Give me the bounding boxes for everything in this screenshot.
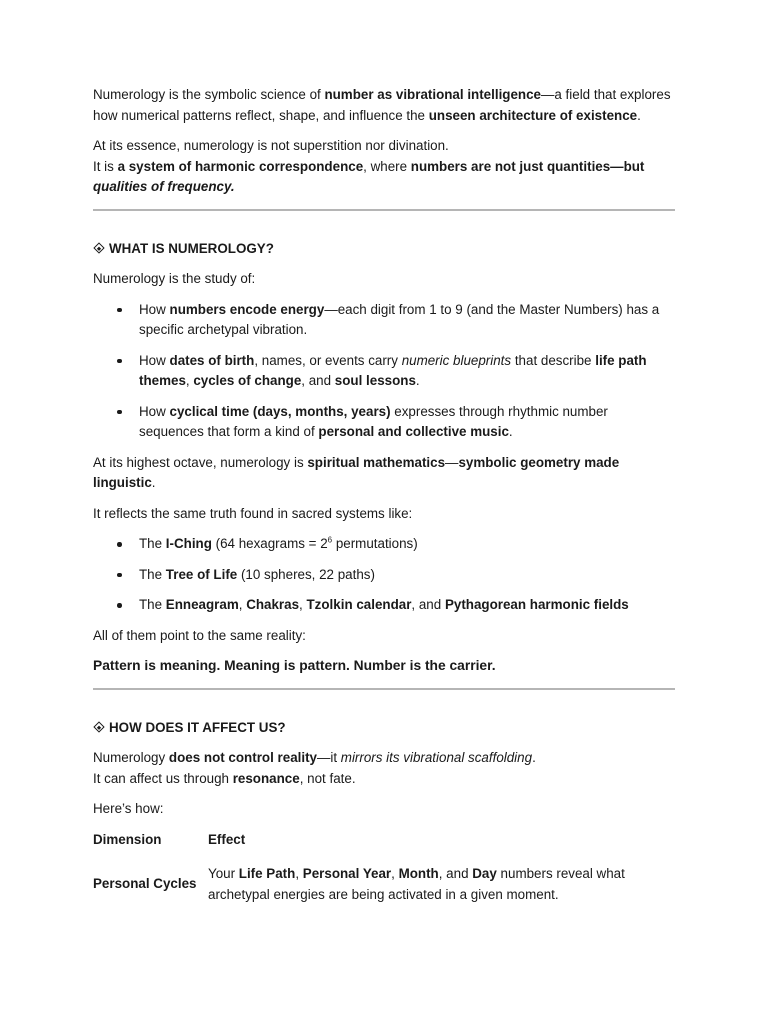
howto-paragraph: Here’s how:	[93, 801, 164, 816]
bold-text: I-Ching	[165, 536, 212, 551]
bold-text: spiritual mathematics	[307, 454, 446, 470]
text: —a field that explores how numerical patterns reflect, shape, and influence the	[93, 87, 671, 123]
bold-italic-text: qualities of frequency.	[93, 179, 235, 194]
text: (10 spheres, 22 paths)	[237, 566, 375, 582]
text: (64 hexagrams = 2	[211, 536, 328, 551]
list-item	[139, 565, 675, 586]
bold-text: Month	[398, 866, 439, 881]
bold-text: Chakras	[246, 597, 300, 612]
text: ,	[295, 866, 303, 881]
effect-cell	[208, 864, 675, 905]
sacred-systems-list	[93, 534, 675, 616]
text: ,	[185, 373, 194, 388]
text: At its essence, numerology is not superstition nor divination.	[93, 138, 449, 153]
bold-text: number as vibrational intelligence	[324, 87, 541, 102]
intro-paragraph	[93, 85, 675, 126]
diamond-bullet-icon	[93, 722, 104, 733]
list-item	[139, 402, 675, 443]
list-item	[139, 534, 675, 555]
list-item	[139, 351, 675, 392]
control-paragraph	[93, 748, 675, 789]
text: The	[139, 597, 166, 612]
section-lead: Numerology is the study of:	[93, 271, 256, 286]
dimensions-table	[93, 830, 675, 906]
text: Numerology	[93, 750, 169, 765]
text: The	[139, 566, 166, 582]
text: .	[508, 424, 513, 439]
bold-text: numbers encode energy	[169, 301, 325, 317]
text: Your	[208, 866, 239, 881]
horizontal-rule	[93, 209, 675, 211]
text: ,	[299, 597, 307, 612]
list-item	[139, 300, 675, 341]
text: expresses through rhythmic number sequences that form a kind of	[139, 403, 608, 439]
bold-text: numbers are not just quantities—but	[410, 158, 645, 174]
dimension-cell: Personal Cycles	[93, 876, 197, 892]
octave-paragraph	[93, 453, 675, 494]
point-paragraph: All of them point to the same reality:	[93, 627, 306, 643]
text: ,	[391, 866, 399, 881]
horizontal-rule	[93, 688, 675, 690]
reflects-paragraph: It reflects the same truth found in sacred systems like:	[93, 505, 413, 521]
bold-text: unseen architecture of existence	[428, 107, 638, 123]
text: How	[139, 301, 170, 317]
section-title: HOW DOES IT AFFECT US?	[109, 719, 286, 735]
bold-text: Tzolkin calendar	[306, 597, 412, 612]
bold-text: cycles of change	[193, 373, 302, 388]
bold-text: symbolic geometry made linguistic	[93, 454, 620, 490]
text: —it	[316, 750, 341, 765]
bold-text: Day	[472, 866, 497, 881]
bold-text: Life Path	[238, 866, 296, 881]
bold-text: a system of harmonic correspondence	[117, 158, 364, 174]
text: numbers reveal what archetypal energies are being activated in a given moment.	[208, 866, 625, 902]
text: , and	[411, 597, 445, 612]
bold-text: does not control reality	[168, 750, 317, 765]
list-item	[139, 595, 675, 616]
bold-text: Pythagorean harmonic fields	[444, 597, 629, 612]
document-page	[93, 85, 675, 905]
section-heading-what-is-numerology	[93, 239, 675, 260]
table-header-row	[93, 830, 675, 865]
bold-text: Tree of Life	[165, 566, 238, 582]
bold-text: life path themes	[139, 352, 647, 388]
study-list	[93, 300, 675, 443]
bold-text: soul lessons	[334, 373, 416, 388]
text: —each digit from 1 to 9 (and the Master Numbers) has a specific archetypal vibration.	[139, 301, 660, 337]
bold-text: dates of birth	[169, 352, 255, 368]
text: .	[532, 750, 536, 765]
text: , names, or events carry	[254, 352, 402, 368]
text: , not fate.	[299, 770, 356, 786]
bold-text: Enneagram	[165, 597, 239, 612]
text: , and	[438, 866, 473, 881]
bold-text: resonance	[232, 770, 300, 786]
bold-text: Personal Year	[302, 866, 392, 881]
text: Numerology is the symbolic science of	[93, 87, 325, 102]
tagline: Pattern is meaning. Meaning is pattern. Number is the carrier.	[93, 658, 496, 673]
section-heading-how-does-it-affect-us	[93, 718, 675, 739]
text: The	[139, 536, 166, 551]
essence-paragraph	[93, 136, 675, 198]
italic-text: numeric blueprints	[401, 352, 512, 368]
column-header-effect: Effect	[208, 831, 246, 847]
text: .	[415, 373, 420, 388]
text: It can affect us through	[93, 770, 233, 786]
bold-text: cyclical time (days, months, years)	[169, 403, 391, 419]
text: , and	[301, 373, 335, 388]
text: —	[445, 454, 459, 470]
text: It is	[93, 158, 118, 174]
text: How	[139, 352, 170, 368]
bold-text: personal and collective music	[318, 424, 509, 439]
table-row	[93, 864, 675, 905]
text: ,	[238, 597, 247, 612]
diamond-bullet-icon	[93, 243, 104, 254]
column-header-dimension: Dimension	[93, 831, 162, 847]
superscript: 6	[327, 535, 333, 545]
text: How	[139, 403, 170, 419]
text: .	[637, 107, 641, 123]
section-title: WHAT IS NUMEROLOGY?	[109, 240, 274, 256]
text: permutations)	[332, 536, 418, 551]
text: .	[151, 475, 156, 490]
text: , where	[363, 158, 411, 174]
text: At its highest octave, numerology is	[93, 454, 308, 470]
text: that describe	[511, 352, 596, 368]
italic-text: mirrors its vibrational scaffolding	[340, 750, 533, 765]
